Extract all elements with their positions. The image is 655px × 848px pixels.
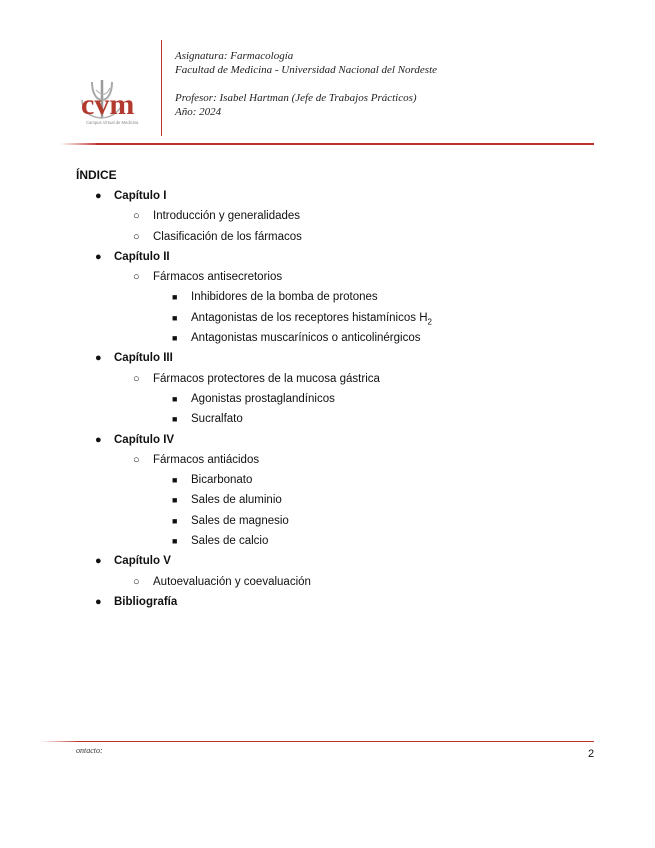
footer-rule xyxy=(76,741,594,742)
square-bullet: ■ xyxy=(172,292,178,303)
table-of-contents xyxy=(0,186,655,612)
toc-section[interactable]: ○ Fármacos antiácidos xyxy=(0,450,655,470)
toc-chapter[interactable]: ● Bibliografía xyxy=(0,592,655,612)
subject-line: Asignatura: Farmacología xyxy=(175,50,294,62)
square-bullet: ■ xyxy=(172,393,178,404)
hollow-circle-bullet: ○ xyxy=(133,372,140,385)
square-bullet: ■ xyxy=(172,475,178,486)
filled-circle-bullet: ● xyxy=(95,433,102,446)
toc-section[interactable]: ○ Autoevaluación y coevaluación xyxy=(0,572,655,592)
index-title: ÍNDICE xyxy=(76,168,117,182)
square-bullet: ■ xyxy=(172,333,178,344)
hollow-circle-bullet: ○ xyxy=(133,453,140,466)
header-rule xyxy=(96,143,594,145)
toc-item[interactable]: ■ Bicarbonato xyxy=(0,470,655,490)
filled-circle-bullet: ● xyxy=(95,352,102,365)
toc-chapter[interactable]: ● Capítulo V xyxy=(0,551,655,571)
toc-item[interactable]: ■ Agonistas prostaglandínicos xyxy=(0,389,655,409)
toc-chapter[interactable]: ● Capítulo III xyxy=(0,348,655,368)
hollow-circle-bullet: ○ xyxy=(133,210,140,223)
square-bullet: ■ xyxy=(172,536,178,547)
logo-caption: Campus Virtual de Medicina xyxy=(86,120,139,125)
square-bullet: ■ xyxy=(172,495,178,506)
footer-contact: ontacto: xyxy=(76,746,103,755)
square-bullet: ■ xyxy=(172,414,178,425)
professor-line: Profesor: Isabel Hartman (Jefe de Trabajos Prácticos) xyxy=(175,92,417,104)
footer-rule-fade xyxy=(40,741,80,742)
toc-item[interactable]: ■ Antagonistas muscarínicos o anticolinérgicos xyxy=(0,328,655,348)
header-info xyxy=(175,49,437,119)
square-bullet: ■ xyxy=(172,515,178,526)
square-bullet: ■ xyxy=(172,312,178,323)
hollow-circle-bullet: ○ xyxy=(133,271,140,284)
hollow-circle-bullet: ○ xyxy=(133,575,140,588)
filled-circle-bullet: ● xyxy=(95,190,102,202)
svg-text:cvm: cvm xyxy=(81,88,135,121)
faculty-line: Facultad de Medicina - Universidad Nacional del Nordeste xyxy=(175,64,438,76)
toc-section[interactable]: ○ Clasificación de los fármacos xyxy=(0,227,655,247)
hollow-circle-bullet: ○ xyxy=(133,230,140,243)
filled-circle-bullet: ● xyxy=(95,595,102,608)
page-number: 2 xyxy=(588,748,595,760)
year-line: Año: 2024 xyxy=(175,106,222,118)
toc-chapter[interactable]: ● Capítulo I xyxy=(0,186,655,206)
toc-item[interactable]: ■ Sales de aluminio xyxy=(0,490,655,510)
filled-circle-bullet: ● xyxy=(95,250,102,263)
toc-item[interactable]: ■ Antagonistas de los receptores histamínicos $H_2$ xyxy=(0,308,655,328)
toc-chapter[interactable]: ● Capítulo IV xyxy=(0,430,655,450)
header-divider xyxy=(161,40,162,136)
filled-circle-bullet: ● xyxy=(95,555,102,568)
toc-section[interactable]: ○ Fármacos protectores de la mucosa gástrica xyxy=(0,369,655,389)
toc-item[interactable]: ■ Sales de calcio xyxy=(0,531,655,551)
toc-chapter[interactable]: ● Capítulo II xyxy=(0,247,655,267)
cvm-logo xyxy=(80,78,160,128)
toc-section[interactable]: ○ Introducción y generalidades xyxy=(0,206,655,226)
toc-item[interactable]: ■ Sucralfato xyxy=(0,409,655,429)
toc-item[interactable]: ■ Inhibidores de la bomba de protones xyxy=(0,287,655,307)
toc-item[interactable]: ■ Sales de magnesio xyxy=(0,511,655,531)
toc-section[interactable]: ○ Fármacos antisecretorios xyxy=(0,267,655,287)
header-rule-fade xyxy=(60,143,100,145)
subscript: 2 xyxy=(427,317,432,327)
